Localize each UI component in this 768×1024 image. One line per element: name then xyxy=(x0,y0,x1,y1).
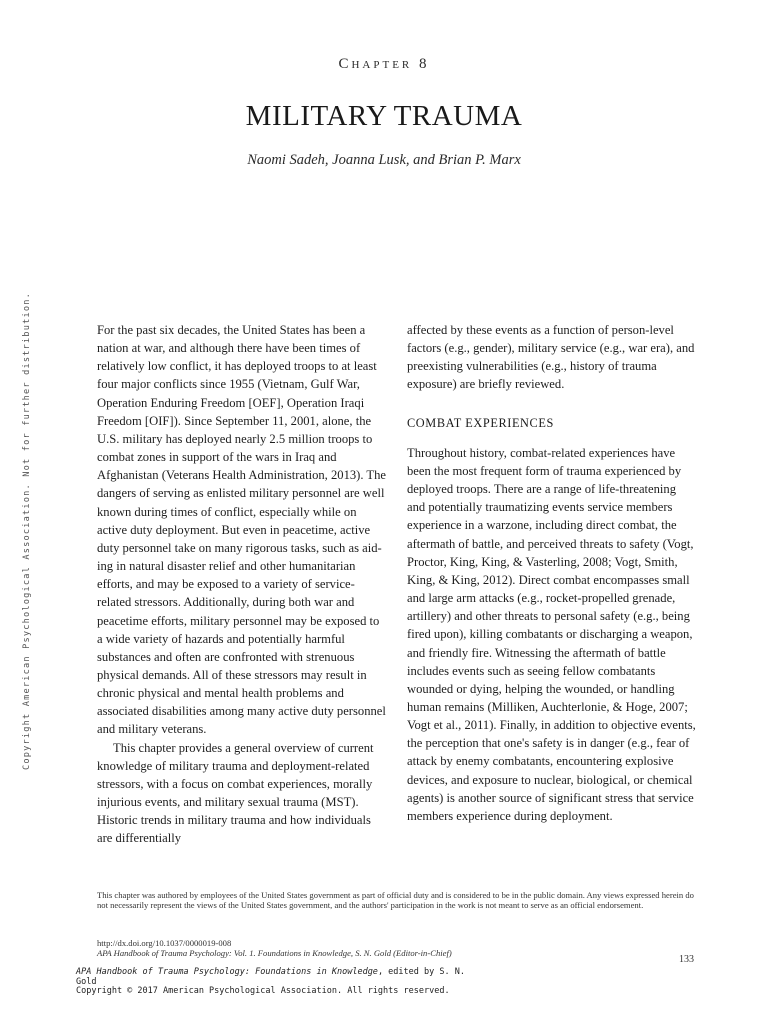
doi-link[interactable]: http://dx.doi.org/10.1037/0000019-008 xyxy=(97,938,232,948)
section-heading: COMBAT EXPERIENCES xyxy=(407,415,554,430)
left-column xyxy=(97,321,387,848)
chapter-title: MILITARY TRAUMA xyxy=(245,100,523,132)
book-title: APA Handbook of Trauma Psychology: Foundations in Knowledge xyxy=(76,967,378,977)
body-paragraph: For the past six decades, the United States has been a nation at war, and although there have been times of relatively low conflict, it has deployed troops to at least four major conflicts since 1955 (Vietnam, Gulf War, Operation Enduring Freedom [OEF], Operation Iraqi Freedom [OIF]). Since September 11, 2001, alone, the U.S. military has deployed nearly 2.5 million troops to combat zones in support of the wars in Iraq and Afghanistan (Veterans Health Administration, 2013). The dangers of serving as enlisted military personnel are well known during times of conflict, especially while on active duty deployment. But even in peacetime, active duty personnel take on many rigorous tasks, such as aiding in natural disaster relief and other humanitarian efforts, and may be exposed to a variety of service-related stressors. Additionally, during both war and peacetime efforts, military personnel may be exposed to a wide variety of hazards and potentially harmful substances and often are confronted with strenuous physical demands. All of these stressors may result in chronic physical and mental health problems and associated disabilities among many active duty personnel and military veterans. xyxy=(97,323,387,737)
side-copyright-notice: Copyright American Psychological Association. Not for further distribution. xyxy=(22,291,32,770)
bottom-copyright-notice xyxy=(76,968,476,997)
body-paragraph: affected by these events as a function of person-level factors (e.g., gender), military service (e.g., war era), and preexisting vulnerabilities (e.g., history of trauma exposure) are briefly reviewed. xyxy=(407,323,695,392)
bottom-book-line xyxy=(76,968,476,987)
copyright-line: Copyright © 2017 American Psychological Association. All rights reserved. xyxy=(76,986,450,997)
body-paragraph: Throughout history, combat-related experiences have been the most frequent form of trauma experienced by deployed troops. There are a range of life-threatening and potentially traumatizing events service members experience in a warzone, including direct combat, the aftermath of battle, and perceived threats to safety (Vogt, Proctor, King, King, & Vasterling, 2008; Vogt, Smith, King, & King, 2012). Direct combat encompasses small and large arm attacks (e.g., rocket-propelled grenade, artillery) and other threats to personal safety (e.g., being fired upon), killing combatants or discharging a weapon, and friendly fire. Witnessing the aftermath of battle includes events such as seeing fellow combatants wounded or dying, helping the wounded, or handling human remains (Milliken, Auchterlonie, & Hoge, 2007; Vogt et al., 2011). Finally, in addition to objective events, the perception that one's safety is in danger (e.g., fear of attack by enemy combatants, encountering explosive devices, and exposure to nuclear, biological, or chemical agents) is another source of significant stress that service members experience during deployment. xyxy=(407,445,696,823)
authorship-footnote: This chapter was authored by employees of the United States government as part of official duty and is considered to be in the public domain. Any views expressed herein do not necessarily represent the views of the United States government, and the authors' participation in the work is not meant to serve as an official endorsement. xyxy=(97,890,694,911)
book-editor: , edited by S. N. Gold xyxy=(76,967,465,987)
page-number: 133 xyxy=(679,954,694,965)
body-paragraph: This chapter provides a general overview of current knowledge of military trauma and deployment-related stressors, with a focus on combat experiences, morally injurious events, and military sexual trauma (MST). Historic trends in military trauma and how individuals are differentially xyxy=(97,740,374,846)
authors: Naomi Sadeh, Joanna Lusk, and Brian P. Marx xyxy=(247,152,521,168)
chapter-label: Chapter 8 xyxy=(338,56,430,72)
right-column xyxy=(407,321,697,825)
doi-block xyxy=(97,938,657,959)
doi-citation: APA Handbook of Trauma Psychology: Vol. 1. Foundations in Knowledge, S. N. Gold (Editor-in-Chief) xyxy=(97,948,452,959)
